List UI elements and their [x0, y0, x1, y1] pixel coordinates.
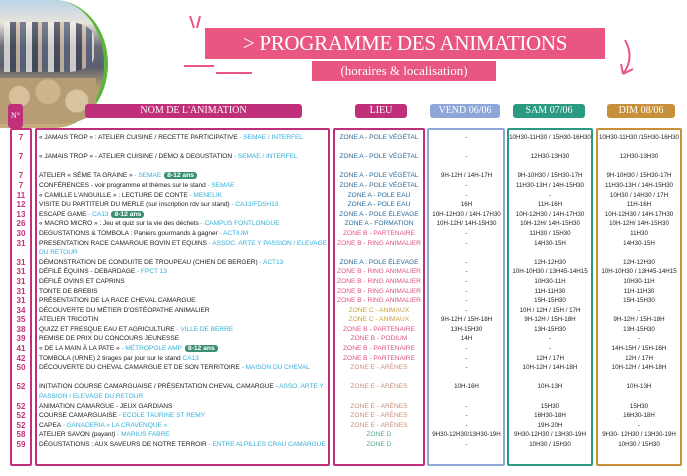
animation-title: COURSE CAMARGUAISE	[39, 412, 119, 420]
schedule-dim: 10H-12H30 / 14H-17H30	[604, 210, 674, 218]
schedule-sam: 10H-12H / 14H-18H	[522, 364, 578, 372]
location: ZONE A - POLE ÉLEVAGE	[339, 210, 419, 218]
schedule-dim: 14H30-15H	[623, 239, 655, 247]
animation-name	[39, 402, 327, 412]
schedule-sam: 10H30-11H30 / 15H30-16H30	[509, 134, 591, 141]
table-row	[0, 219, 687, 229]
row-number: 31	[16, 257, 26, 267]
schedule-dim: 11H-16H	[626, 201, 652, 209]
animation-title: CAPEA	[39, 421, 61, 429]
animation-title: « DE LA MAIN À LA PATE »	[39, 345, 120, 353]
partner-name: - SEMAE / INTERFEL	[232, 153, 298, 161]
schedule-vend: -	[465, 354, 468, 362]
schedule-sam: 11H30 / 15H30	[529, 229, 571, 237]
animation-title: DÉFILÉ ÉQUINS - DEBARDAGE	[39, 268, 136, 276]
schedule-dim: 15H-15H30	[623, 297, 655, 305]
schedule-dim: 16H30-18H	[623, 412, 655, 420]
animation-title: DÉFILÉ OVINS ET CAPRINS	[39, 277, 125, 285]
schedule-sam: 10H30-11H	[534, 277, 566, 285]
schedule-sam: 10H-13H	[537, 383, 563, 391]
animation-name	[39, 258, 327, 268]
animation-title: REMISE DE PRIX DU CONCOURS JEUNESSE	[39, 335, 180, 343]
animation-title: DÉMONSTRATION DE CONDUITE DE TROUPEAU (CHIEN DE BERGER)	[39, 258, 258, 266]
partner-name: - CAMPUS FONTLONGUE	[198, 220, 280, 228]
table-row	[0, 152, 687, 171]
animation-title: QUIZZ ET FRESQUE EAU ET AGRICULTURE	[39, 325, 175, 333]
animation-name	[39, 430, 327, 440]
table-row	[0, 440, 687, 459]
partner-name: - MAISON DU CHEVAL	[239, 364, 310, 372]
schedule-sam: 16H30-18H	[534, 412, 566, 420]
row-number: 31	[16, 296, 26, 306]
schedule-dim: 13H-15H30	[623, 325, 655, 333]
location: ZONE D	[366, 431, 392, 439]
row-number: 52	[16, 401, 26, 411]
schedule-vend: 10H-12H30 / 14H-17H30	[432, 210, 501, 218]
table-row	[0, 267, 687, 277]
schedule-vend: -	[465, 402, 468, 410]
schedule-vend: -	[465, 191, 468, 199]
schedule-sam: 9H-10H30 / 15H30-17H	[517, 172, 583, 180]
table-row	[0, 354, 687, 364]
animation-name	[39, 181, 327, 191]
partner-name: - ASSOC. ARTE Y PASSION / ELEVAGE DU RETOUR	[39, 239, 327, 257]
table-row	[0, 325, 687, 335]
location: ZONE A - POLE VÉGÉTAL	[339, 181, 419, 189]
animation-name	[39, 277, 327, 287]
location: ZONE D	[366, 441, 392, 448]
schedule-dim: -	[637, 306, 641, 314]
partner-name: - ASSO. ARTE Y PASSION / ELEVAGE DU RETOUR	[39, 383, 324, 401]
partner-name: - ACT13	[257, 258, 284, 266]
location: ZONE B - PODIUM	[350, 335, 408, 343]
row-number: 52	[16, 382, 26, 392]
partner-name: - MÉTROPOLE AMP	[119, 345, 182, 353]
header-vend: VEND 06/06	[430, 104, 500, 118]
table-row	[0, 239, 687, 258]
table-row	[0, 363, 687, 382]
schedule-vend: 10H-12H/ 14H-15H30	[436, 220, 497, 228]
animation-name	[39, 363, 327, 373]
header-number: N°	[8, 104, 23, 128]
schedule-dim: -	[637, 421, 641, 429]
animation-name	[39, 315, 327, 325]
schedule-sam: 11H-16H	[537, 201, 563, 209]
schedule-dim: 11H30-13H / 14H-15H30	[605, 181, 673, 189]
row-number: 7	[18, 133, 24, 142]
location: ZONE B - PARTENAIRE	[343, 354, 415, 362]
schedule-dim: 12H / 17H	[625, 354, 653, 362]
row-number: 13	[16, 209, 26, 219]
location: ZONE E - ARÈNES	[350, 402, 408, 410]
location: ZONE B - RING ANIMALIER	[337, 297, 421, 305]
schedule-dim: 12H-12H30	[623, 258, 655, 266]
row-number: 38	[16, 324, 26, 334]
animation-title: « JAMAIS TROP » - ATELIER CUISINE / DEMO & DEGUSTATION	[39, 153, 233, 161]
row-number: 34	[16, 305, 26, 315]
location: ZONE A - POLE VÉGÉTAL	[339, 172, 419, 180]
animation-title: DÉCOUVERTE DU CHEVAL CAMARGUE ET DE SON TERRITOIRE	[39, 364, 240, 372]
schedule-vend: 9H30-12H30/13H30-19H	[432, 431, 501, 439]
animation-title: ANIMATION CAMARGUE - JEUX GARDIANS	[39, 402, 173, 410]
animation-name	[39, 210, 327, 220]
location: ZONE B - PARTENAIRE	[343, 229, 415, 237]
location: ZONE B - PARTENAIRE	[343, 345, 415, 353]
animation-title: « MACRO MICRO » : Jeu et quiz sur la vie des déchets	[39, 220, 199, 228]
schedule-vend: 16H	[460, 201, 473, 209]
table-row	[0, 210, 687, 220]
table-row	[0, 277, 687, 287]
table-row	[0, 334, 687, 344]
location: ZONE A - POLE EAU	[347, 201, 411, 209]
page-title: > PROGRAMME DES ANIMATIONS	[205, 28, 605, 59]
schedule-dim: 10H-12H / 14H-18H	[611, 364, 667, 372]
schedule-sam: 15H-15H30	[534, 297, 566, 305]
arrow-icon	[615, 38, 640, 78]
age-badge: 8-12 ans	[185, 345, 218, 352]
partner-name: - SEMAE / INTERFEL	[237, 134, 303, 141]
schedule-sam: 13H-15H30	[534, 325, 566, 333]
animation-title: CONFÉRENCES - voir programme et thèmes sur le stand	[39, 181, 206, 189]
location: ZONE B - RING ANIMALIER	[337, 239, 421, 247]
row-number: 7	[18, 180, 24, 190]
location: ZONE B - RING ANIMALIER	[337, 287, 421, 295]
location: ZONE E - ARÈNES	[350, 364, 408, 372]
table-row	[0, 421, 687, 431]
schedule-sam: 15H30	[540, 402, 560, 410]
table-row	[0, 344, 687, 354]
schedule-vend: -	[465, 297, 468, 305]
schedule-vend: -	[465, 268, 468, 276]
schedule-dim: 14H-15H / 15H-16H	[611, 345, 667, 353]
schedule-sam: -	[548, 345, 552, 353]
schedule-vend: -	[465, 441, 468, 448]
animation-title: VISITE DU PARTITEUR DU MERLE (sur inscription rdv sur stand)	[39, 201, 230, 209]
location: ZONE C - ANIMAUX	[348, 306, 410, 314]
table-row	[0, 315, 687, 325]
animation-name	[39, 354, 327, 364]
partner-name: - ENTRE ALPILLES CRAU CAMARGUE	[206, 441, 326, 448]
schedule-vend: -	[465, 421, 468, 429]
animation-title: TOMBOLA (URNE) 2 tirages par jour sur le stand	[39, 354, 181, 362]
schedule-vend: 9H-12H / 14H-17H	[440, 172, 493, 180]
schedule-dim: 10H-13H	[626, 383, 652, 391]
schedule-vend: -	[465, 134, 468, 141]
schedule-sam: 10H / 12H / 15H / 17H	[519, 306, 581, 314]
schedule-sam: 12H-12H30	[534, 258, 566, 266]
partner-name: - VILLE DE BERRE	[174, 325, 234, 333]
animation-title: DEGUSTATIONS & TOMBOLA : Paniers gourmands à gagner	[39, 229, 218, 237]
table-row	[0, 171, 687, 181]
schedule-dim: 10H30 / 15H30	[618, 441, 660, 448]
schedule-vend: -	[465, 229, 468, 237]
schedule-sam: 10H30 / 15H30	[529, 441, 571, 448]
header-sam: SAM 07/06	[513, 104, 585, 118]
location: ZONE E - ARÈNES	[350, 421, 408, 429]
animation-name	[39, 229, 327, 239]
table-row	[0, 430, 687, 440]
schedule-vend: -	[465, 306, 468, 314]
partner-name: - SEMAE	[132, 172, 162, 180]
partner-name: CA13	[180, 354, 199, 362]
row-number: 31	[16, 286, 26, 296]
partner-name: - FPCT 13	[135, 268, 167, 276]
schedule-sam: 19H-20H	[537, 421, 563, 429]
row-number: 31	[16, 238, 26, 248]
schedule-dim: 9H-12H / 15H-18H	[613, 316, 665, 324]
schedule-sam: -	[548, 335, 552, 343]
animation-name	[39, 344, 327, 354]
partner-name: - GANADERIA « LA CRAVENQUE »	[60, 421, 168, 429]
schedule-sam: 9H-12H / 15H-18H	[524, 316, 576, 324]
schedule-sam: 10H-12H/ 14H-15H30	[520, 220, 580, 228]
schedule-vend: -	[465, 345, 468, 353]
row-number: 7	[18, 152, 24, 162]
schedule-vend: -	[465, 258, 468, 266]
animation-name	[39, 133, 327, 143]
animation-name	[39, 411, 327, 421]
table-row	[0, 191, 687, 201]
schedule-sam: 12H30-13H30	[530, 153, 570, 161]
schedule-dim: 10H30 / 14H30 / 17H	[609, 191, 669, 199]
row-number: 41	[16, 344, 26, 354]
schedule-vend: -	[465, 412, 468, 420]
partner-name: - ACTIUM	[217, 229, 249, 237]
schedule-dim: 9H30- 12H30 / 13H30-19H	[602, 431, 676, 439]
table-row	[0, 382, 687, 401]
schedule-vend: 14H	[460, 335, 473, 343]
animation-title: ESCAPE GAME	[39, 210, 87, 218]
schedule-vend: -	[465, 239, 468, 247]
schedule-sam: 10H-12H30 / 14H-17H30	[515, 210, 585, 218]
schedule-dim: 10H-10H30 / 13H45-14H15	[601, 268, 677, 276]
location: ZONE A : POLE ÉLEVAGE	[339, 258, 419, 266]
animation-name	[39, 296, 327, 306]
row-number: 50	[16, 363, 26, 373]
animation-title: ATELIER « SÈME TA GRAINE »	[39, 172, 133, 180]
location: ZONE B - PARTENAIRE	[343, 325, 415, 333]
row-number: 39	[16, 334, 26, 344]
location: ZONE E - ARÈNES	[350, 412, 408, 420]
schedule-vend: 13H-15H30	[450, 325, 483, 333]
row-number: 59	[16, 440, 26, 449]
animation-title: DÉCOUVERTE DU MÉTIER D'OSTÉOPATHE ANIMALIER	[39, 306, 210, 314]
location: ZONE A - POLE VÉGÉTAL	[339, 153, 419, 161]
schedule-sam: 9H30-12H30 / 13H30-19H	[514, 431, 586, 439]
animation-title: TONTE DE BREBIS	[39, 287, 98, 295]
row-number: 52	[16, 420, 26, 430]
animation-name	[39, 334, 327, 344]
schedule-dim: 10H-12H/ 14H-15H30	[609, 220, 669, 228]
location: ZONE B - RING ANIMALIER	[337, 277, 421, 285]
partner-name: - MENELIK	[187, 191, 223, 199]
row-number: 42	[16, 353, 26, 363]
animation-name	[39, 171, 327, 181]
row-number: 26	[16, 219, 26, 229]
animation-title: PRESENTATION RACE CAMARGUE BOVIN ET EQUINS	[39, 239, 207, 247]
schedule-dim: 9H-10H30 / 15H30-17H	[606, 172, 672, 180]
animation-name	[39, 152, 327, 162]
animation-name	[39, 239, 327, 258]
table-row	[0, 181, 687, 191]
partner-name: - CA13/FDSH13	[229, 201, 279, 209]
table-row	[0, 229, 687, 239]
animation-name	[39, 440, 327, 450]
animation-title: DÉGUSTATIONS : AUX SAVEURS DE NOTRE TERROIR	[39, 441, 207, 448]
animation-title: PRÉSENTATION DE LA RACE CHEVAL CAMARGUE	[39, 297, 196, 305]
partner-name: - ECOLE TAURINE ST REMY	[118, 412, 206, 420]
header-dim: DIM 08/06	[607, 104, 675, 118]
header-lieu: LIEU	[355, 104, 407, 118]
row-number: 12	[16, 200, 26, 210]
schedule-dim: 11H-11H30	[623, 287, 655, 295]
schedule-vend: -	[465, 364, 468, 372]
schedule-dim: -	[637, 335, 641, 343]
schedule-vend: 9H-12H / 15H-18H	[440, 316, 493, 324]
header-name: NOM DE L'ANIMATION	[85, 104, 302, 118]
schedule-sam: 11H30-13H / 14H-15H30	[516, 181, 584, 189]
partner-name: - MARIUS FABRE	[115, 431, 170, 439]
schedule-vend: -	[465, 181, 468, 189]
animation-note: (payant)	[91, 431, 116, 439]
table-row	[0, 296, 687, 306]
table-row	[0, 133, 687, 152]
table-row	[0, 402, 687, 412]
age-badge: 8-12 ans	[111, 211, 144, 218]
row-number: 31	[16, 267, 26, 277]
row-number: 52	[16, 411, 26, 421]
location: ZONE A - POLE EAU	[347, 191, 411, 199]
table-row	[0, 287, 687, 297]
schedule-vend: -	[465, 153, 468, 161]
schedule-dim: 10H30-11H	[623, 277, 655, 285]
animation-name	[39, 382, 327, 401]
location: ZONE B - RING ANIMALIER	[337, 268, 421, 276]
location: ZONE E - ARÈNES	[350, 383, 408, 391]
program-table	[0, 133, 687, 459]
animation-name	[39, 306, 327, 316]
animation-name	[39, 191, 327, 201]
animation-title: INITIATION COURSE CAMARGUAISE / PRÉSENTATION CHEVAL CAMARGUE	[39, 383, 274, 391]
row-number: 58	[16, 430, 26, 440]
schedule-sam: 11H-11H30	[534, 287, 566, 295]
animation-title: « CAMILLE L'ANGUILLE » : LECTURE DE CONTE	[39, 191, 188, 199]
page-subtitle: (horaires & localisation)	[312, 61, 496, 81]
schedule-dim: 10H30-11H30 /15H30-16H30	[598, 134, 680, 141]
table-row	[0, 306, 687, 316]
animation-name	[39, 219, 327, 229]
schedule-dim: 15H30	[629, 402, 649, 410]
table-row	[0, 200, 687, 210]
row-number: 31	[16, 276, 26, 286]
schedule-sam: 14H30-15H	[534, 239, 566, 247]
partner-name: - SEMAE	[205, 181, 235, 189]
location: ZONE A - FORMATION	[344, 220, 414, 228]
schedule-vend: 10H-16H	[454, 383, 479, 391]
row-number: 30	[16, 228, 26, 238]
table-row	[0, 411, 687, 421]
schedule-dim: 11H30	[630, 229, 648, 237]
schedule-dim: 12H30-13H30	[619, 153, 659, 161]
table-row	[0, 258, 687, 268]
animation-title: « JAMAIS TROP » : ATELIER CUISINE / RECETTE PARTICIPATIVE	[39, 134, 238, 141]
schedule-vend: -	[465, 287, 468, 295]
row-number: 7	[18, 171, 24, 181]
row-number: 11	[16, 190, 26, 200]
animation-name	[39, 287, 327, 297]
animation-title: ATELIER TRICOTIN	[39, 316, 99, 324]
animation-name	[39, 325, 327, 335]
schedule-sam: 10H-10H30 / 13H45-14H15	[512, 268, 588, 276]
animation-title: ATELIER SAVON	[39, 431, 92, 439]
crowd-image	[4, 22, 94, 72]
location: ZONE C - ANIMAUX	[348, 316, 410, 324]
animation-name	[39, 200, 327, 210]
animation-name	[39, 267, 327, 277]
schedule-sam: -	[548, 191, 552, 199]
location: ZONE A - POLE VÉGÉTAL	[339, 134, 419, 141]
partner-name: - CA13	[86, 210, 109, 218]
schedule-vend: -	[465, 277, 468, 285]
schedule-sam: 12H / 17H	[536, 354, 564, 362]
age-badge: 8-12 ans	[164, 172, 197, 179]
row-number: 35	[16, 315, 26, 325]
animation-name	[39, 421, 327, 431]
